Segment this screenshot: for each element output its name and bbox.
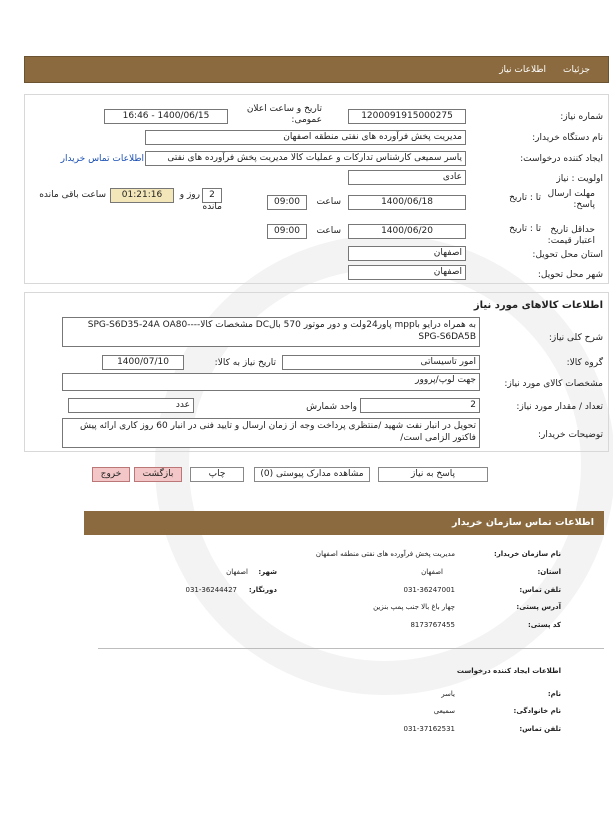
group-label: گروه کالا: bbox=[566, 358, 603, 368]
address-label: آدرس پستی: bbox=[516, 603, 561, 611]
back-button[interactable]: بازگشت bbox=[134, 467, 182, 482]
goods-section-title: اطلاعات کالاهای مورد نیاز bbox=[473, 300, 603, 311]
last-name-value: سمیعی bbox=[433, 707, 455, 715]
validity-date-field: 1400/06/20 bbox=[348, 224, 466, 239]
announce-label: تاریخ و ساعت اعلان عمومی: bbox=[246, 104, 322, 125]
first-name-label: نام: bbox=[547, 690, 561, 698]
remain-label: ساعت باقی مانده bbox=[39, 190, 106, 200]
fax-value: 031-36244427 bbox=[185, 586, 237, 594]
reply-button[interactable]: پاسخ به نیاز bbox=[378, 467, 488, 482]
desc-field: به همراه درایو باmpp پاور24ولت و دور موتور 570 بالDC مشخصات کالا--SPG-S6D35-24A OA80-- SPG-S6DA5B bbox=[62, 317, 480, 347]
deadline-label: مهلت ارسال پاسخ: bbox=[547, 189, 595, 210]
province-field: اصفهان bbox=[348, 246, 466, 261]
creator-phone-label: تلفن تماس: bbox=[519, 725, 561, 733]
divider bbox=[98, 648, 604, 649]
creator-field: یاسر سمیعی کارشناس تدارکات و عملیات کالا مدیریت پخش فرآورده های نفتی bbox=[145, 151, 466, 166]
view-docs-button[interactable]: مشاهده مدارک پیوستی (0) bbox=[254, 467, 370, 482]
contact-header-bar bbox=[84, 511, 604, 535]
postal-value: 8173767455 bbox=[410, 621, 455, 629]
validity-time-label: ساعت bbox=[316, 226, 341, 236]
need-date-label: تاریخ نیاز به کالا: bbox=[214, 358, 276, 368]
creator-label: ایجاد کننده درخواست: bbox=[520, 154, 603, 164]
contact-province-label: استان: bbox=[537, 568, 561, 576]
print-button[interactable]: چاپ bbox=[190, 467, 244, 482]
contact-city-value: اصفهان bbox=[226, 568, 248, 576]
first-name-value: یاسر bbox=[441, 690, 455, 698]
org-value: مدیریت پخش فرآورده های نفتی منطقه اصفهان bbox=[315, 550, 455, 558]
deadline-date-field: 1400/06/18 bbox=[348, 195, 466, 210]
org-label: نام سازمان خریدار: bbox=[493, 550, 561, 558]
address-value: چهار باغ بالا جنب پمپ بنزین bbox=[373, 603, 455, 611]
unit-field: عدد bbox=[68, 398, 194, 413]
creator-info-title: اطلاعات ایجاد کننده درخواست bbox=[456, 667, 561, 675]
priority-field: عادی bbox=[348, 170, 466, 185]
deadline-time-label: ساعت bbox=[316, 197, 341, 207]
contact-phone-label: تلفن تماس: bbox=[519, 586, 561, 594]
buyer-label: نام دستگاه خریدار: bbox=[532, 133, 603, 143]
desc-label: شرح کلی نیاز: bbox=[548, 333, 603, 343]
exit-button[interactable]: خروج bbox=[92, 467, 130, 482]
last-name-label: نام خانوادگی: bbox=[513, 707, 561, 715]
tab-need-info[interactable]: اطلاعات نیاز bbox=[499, 65, 546, 75]
validity-label: حداقل تاریخ اعتبار قیمت: bbox=[547, 225, 595, 246]
need-date-field: 1400/07/10 bbox=[102, 355, 184, 370]
qty-label: تعداد / مقدار مورد نیاز: bbox=[516, 402, 603, 412]
province-label: استان محل تحویل: bbox=[532, 250, 603, 260]
need-number-label: شماره نیاز: bbox=[560, 112, 603, 122]
spec-field: جهت لوپ/پروور bbox=[62, 373, 480, 391]
buyer-field: مدیریت پخش فرآورده های نفتی منطقه اصفهان bbox=[145, 130, 466, 145]
qty-field: 2 bbox=[360, 398, 480, 413]
unit-label: واحد شمارش bbox=[306, 402, 357, 412]
validity-to-label: تا : تاریخ bbox=[509, 224, 541, 234]
buyer-contact-link[interactable]: اطلاعات تماس خریدار bbox=[60, 154, 144, 164]
postal-label: کد پستی: bbox=[527, 621, 561, 629]
city-field: اصفهان bbox=[348, 265, 466, 280]
fax-label: دورنگار: bbox=[248, 586, 277, 594]
contact-province-value: اصفهان bbox=[421, 568, 443, 576]
spec-label: مشخصات کالای مورد نیاز: bbox=[504, 379, 603, 389]
city-label: شهر محل تحویل: bbox=[537, 270, 603, 280]
notes-label: توضیحات خریدار: bbox=[537, 430, 603, 440]
contact-title: اطلاعات تماس سازمان خریدار bbox=[451, 517, 594, 528]
remain-time-field: 01:21:16 bbox=[110, 188, 174, 203]
remain-label-tail: مانده bbox=[202, 202, 222, 212]
day-label: روز و bbox=[179, 190, 200, 200]
contact-city-label: شهر: bbox=[258, 568, 277, 576]
validity-time-field: 09:00 bbox=[267, 224, 307, 239]
tab-details[interactable]: جزئیات bbox=[563, 65, 590, 75]
page-header bbox=[24, 56, 609, 83]
need-number-field: 1200091915000275 bbox=[348, 109, 466, 124]
creator-phone-value: 031-37162531 bbox=[403, 725, 455, 733]
remain-days-field: 2 bbox=[202, 188, 222, 203]
deadline-to-label: تا : تاریخ bbox=[509, 193, 541, 203]
notes-field: تحویل در انبار نفت شهید /منتظری پرداخت وجه از زمان ارسال و تایید فنی در انبار 60 روز کاری ارائه پیش فاکتور الزامی است/ bbox=[62, 418, 480, 448]
announce-field: 1400/06/15 - 16:46 bbox=[104, 109, 228, 124]
contact-phone-value: 031-36247001 bbox=[403, 586, 455, 594]
deadline-time-field: 09:00 bbox=[267, 195, 307, 210]
group-field: امور تاسیساتی bbox=[282, 355, 480, 370]
priority-label: اولویت : نیاز bbox=[556, 174, 603, 184]
